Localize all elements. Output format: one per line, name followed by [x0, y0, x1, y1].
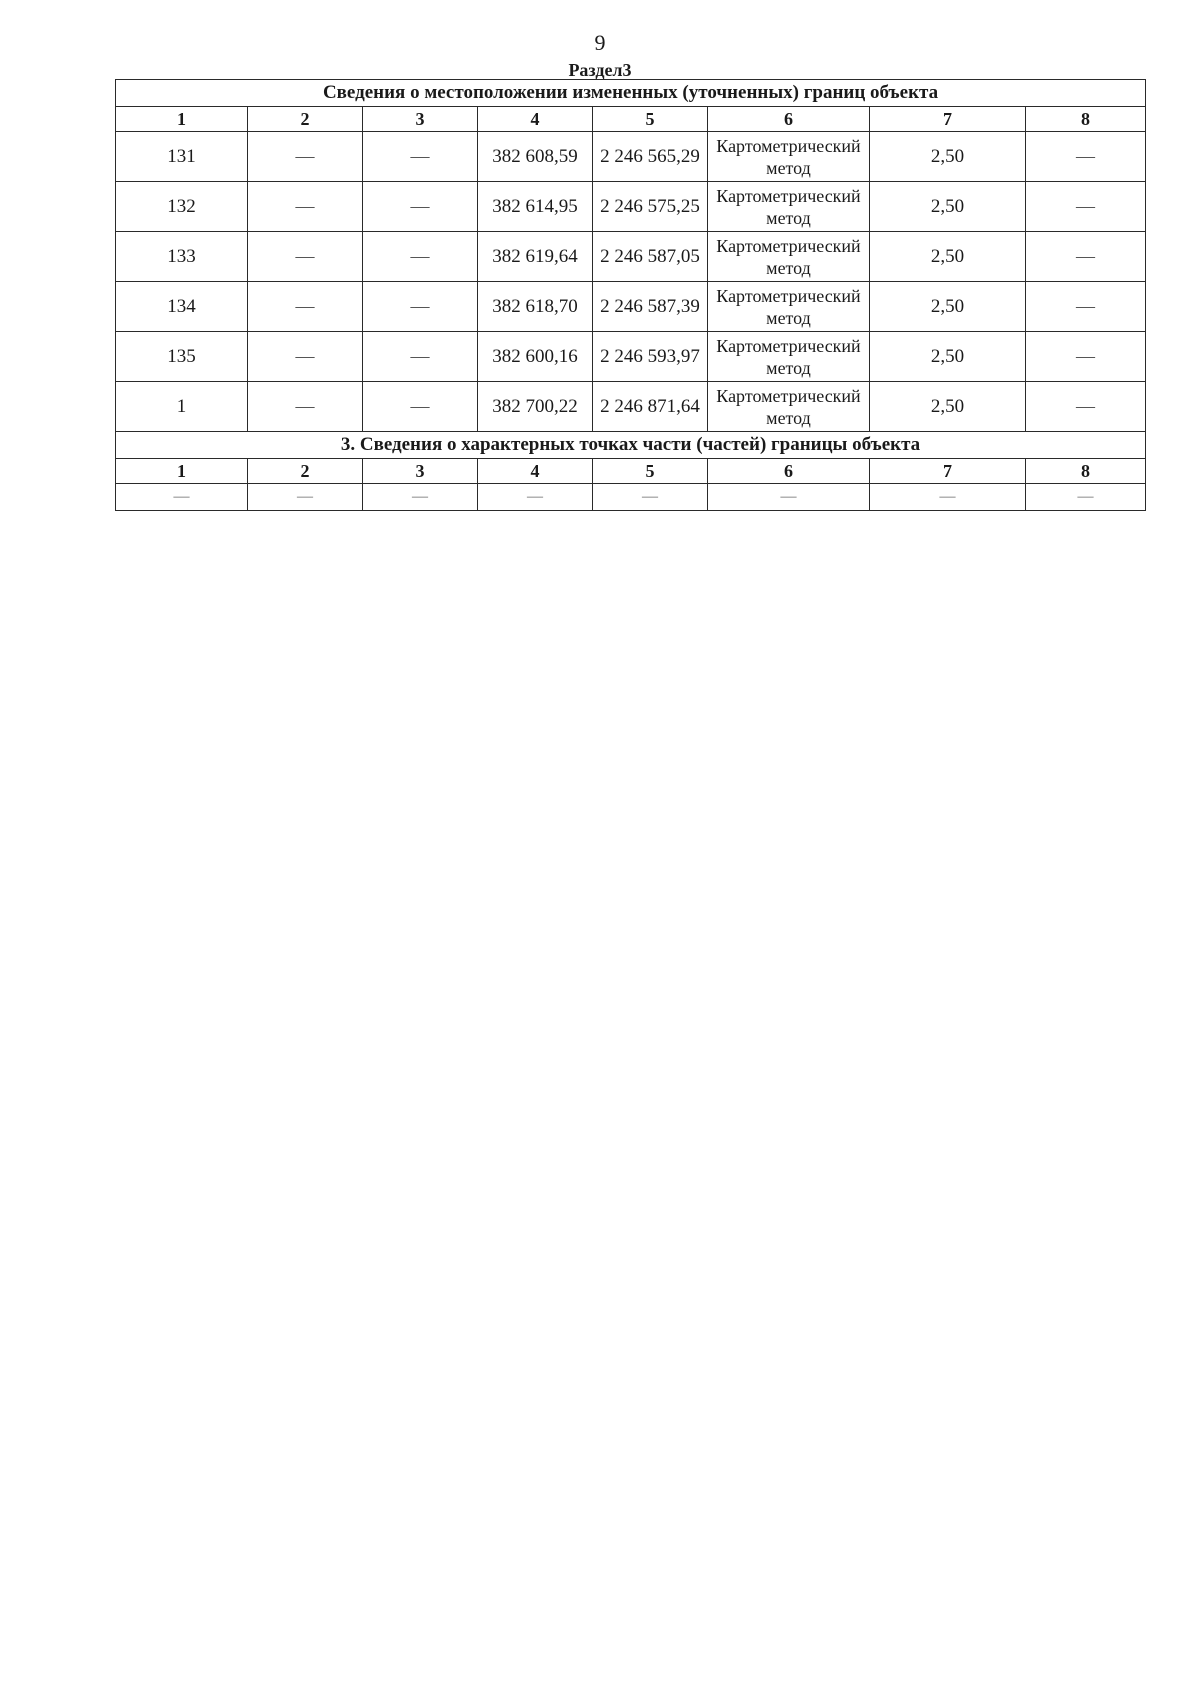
table-row	[116, 332, 1146, 382]
coordinate-y: 2 246 871,64	[593, 382, 708, 432]
table-cell: —	[248, 382, 363, 432]
table-cell: —	[363, 282, 478, 332]
method-cell: Картометрический метод	[708, 382, 870, 432]
accuracy-cell: 2,50	[870, 332, 1026, 382]
column-number: 3	[363, 107, 478, 132]
table-row	[116, 182, 1146, 232]
accuracy-cell: 2,50	[870, 232, 1026, 282]
column-number: 4	[478, 107, 593, 132]
coordinate-x: 382 608,59	[478, 132, 593, 182]
table-cell: —	[1026, 332, 1146, 382]
point-number: 135	[116, 332, 248, 382]
column-number: 4	[478, 459, 593, 484]
column-number: 2	[248, 459, 363, 484]
table2-title: 3. Сведения о характерных точках части (частей) границы объекта	[116, 432, 1146, 459]
accuracy-cell: 2,50	[870, 382, 1026, 432]
table-cell: —	[248, 332, 363, 382]
column-number: 5	[593, 107, 708, 132]
accuracy-cell: 2,50	[870, 182, 1026, 232]
point-number: 1	[116, 382, 248, 432]
table-cell: —	[363, 132, 478, 182]
point-number: 131	[116, 132, 248, 182]
table-cell: —	[478, 484, 593, 511]
table-cell: —	[1026, 132, 1146, 182]
coordinate-y: 2 246 565,29	[593, 132, 708, 182]
table-cell: —	[1026, 232, 1146, 282]
method-cell: Картометрический метод	[708, 232, 870, 282]
column-number: 1	[116, 459, 248, 484]
column-number: 3	[363, 459, 478, 484]
table-cell: —	[116, 484, 248, 511]
table1-column-numbers	[116, 107, 1146, 132]
table-cell: —	[870, 484, 1026, 511]
accuracy-cell: 2,50	[870, 282, 1026, 332]
table-cell: —	[248, 182, 363, 232]
table-cell: —	[363, 382, 478, 432]
table-cell: —	[1026, 484, 1146, 511]
table-cell: —	[708, 484, 870, 511]
coordinate-y: 2 246 575,25	[593, 182, 708, 232]
section-heading: Раздел3	[568, 60, 632, 80]
table-cell: —	[363, 182, 478, 232]
table-cell: —	[1026, 382, 1146, 432]
column-number: 6	[708, 459, 870, 484]
table-cell: —	[248, 282, 363, 332]
column-number: 2	[248, 107, 363, 132]
method-cell: Картометрический метод	[708, 282, 870, 332]
table-row	[116, 282, 1146, 332]
method-cell: Картометрический метод	[708, 332, 870, 382]
table-cell: —	[248, 484, 363, 511]
table1-title-row	[116, 80, 1146, 107]
table-row	[116, 132, 1146, 182]
column-number: 8	[1026, 459, 1146, 484]
table-cell: —	[363, 484, 478, 511]
table1-title: Сведения о местоположении измененных (уточненных) границ объекта	[116, 80, 1146, 107]
column-number: 6	[708, 107, 870, 132]
method-cell: Картометрический метод	[708, 132, 870, 182]
table-cell: —	[248, 132, 363, 182]
table-cell: —	[1026, 182, 1146, 232]
table-cell: —	[1026, 282, 1146, 332]
coordinate-y: 2 246 593,97	[593, 332, 708, 382]
coordinate-x: 382 619,64	[478, 232, 593, 282]
method-cell: Картометрический метод	[708, 182, 870, 232]
table-cell: —	[363, 232, 478, 282]
coordinate-x: 382 700,22	[478, 382, 593, 432]
coordinate-x: 382 614,95	[478, 182, 593, 232]
table2-title-row	[116, 432, 1146, 459]
table-cell: —	[248, 232, 363, 282]
table-row	[116, 232, 1146, 282]
point-number: 134	[116, 282, 248, 332]
accuracy-cell: 2,50	[870, 132, 1026, 182]
point-number: 133	[116, 232, 248, 282]
table-row	[116, 382, 1146, 432]
boundary-points-table	[115, 79, 1146, 511]
coordinate-y: 2 246 587,39	[593, 282, 708, 332]
coordinate-x: 382 600,16	[478, 332, 593, 382]
table-cell: —	[593, 484, 708, 511]
table-cell: —	[363, 332, 478, 382]
point-number: 132	[116, 182, 248, 232]
column-number: 1	[116, 107, 248, 132]
column-number: 7	[870, 459, 1026, 484]
table-row	[116, 484, 1146, 511]
column-number: 7	[870, 107, 1026, 132]
page-number: 9	[594, 30, 606, 55]
coordinate-x: 382 618,70	[478, 282, 593, 332]
coordinate-y: 2 246 587,05	[593, 232, 708, 282]
table2-column-numbers	[116, 459, 1146, 484]
column-number: 5	[593, 459, 708, 484]
column-number: 8	[1026, 107, 1146, 132]
